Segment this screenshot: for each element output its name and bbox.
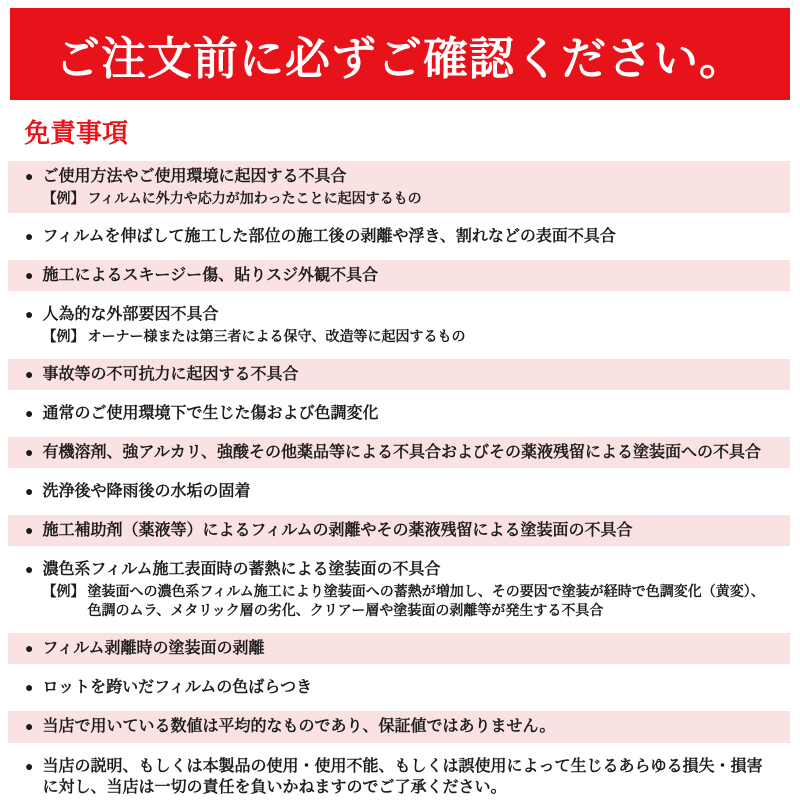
list-item-content — [42, 559, 774, 620]
bullet-icon: ● — [25, 444, 34, 461]
list-item-content — [42, 304, 774, 346]
list-item-text: 人為的な外部要因不具合 — [42, 305, 219, 323]
list-item-text: フィルム剥離時の塗装面の剥離 — [42, 640, 265, 658]
attention-banner — [10, 8, 790, 100]
list-item-text: 当店で用いている数値は平均的なものであり、保証値ではありません。 — [42, 718, 556, 736]
disclaimer-list-item — [8, 437, 790, 468]
bullet-icon: ● — [25, 483, 34, 500]
list-item-text: 事故等の不可抗力に起因する不具合 — [42, 365, 299, 383]
attention-banner-text: ご注文前に必ずご確認ください。 — [54, 32, 745, 84]
list-item-text: 当店の説明、もしくは本製品の使用・使用不能、もしくは誤使用によって生じるあらゆる損失・損害に対し、当店は一切の責任を負いかねますのでご了承ください。 — [42, 757, 763, 796]
bullet-icon: ● — [25, 718, 34, 735]
disclaimer-list — [8, 161, 790, 800]
list-item-content — [42, 226, 774, 247]
disclaimer-list-item — [8, 515, 790, 546]
bullet-icon: ● — [25, 404, 34, 421]
disclaimer-list-item — [8, 398, 790, 429]
example-text: 塗装面への濃色系フィルム施工により塗装面への蓄熱が増加し、その要因で塗装が経時で色調変化（黄変）、色調のムラ、メタリック層の劣化、クリアー層や塗装面の剥離等が発生する不具合 — [87, 583, 765, 619]
list-item-text: フィルムを伸ばして施工した部位の施工後の剥離や浮き、割れなどの表面不具合 — [42, 227, 616, 245]
list-item-text: 洗浄後や降雨後の水垢の固着 — [42, 483, 251, 501]
bullet-icon: ● — [25, 365, 34, 382]
list-item-content — [42, 265, 774, 286]
disclaimer-list-item — [8, 221, 790, 252]
disclaimer-list-item — [8, 633, 790, 664]
bullet-icon: ● — [25, 167, 34, 184]
bullet-icon: ● — [25, 561, 34, 578]
bullet-icon: ● — [25, 757, 34, 774]
list-item-text: ロットを跨いだフィルムの色ばらつき — [42, 679, 313, 697]
disclaimer-list-item — [8, 751, 790, 800]
disclaimer-list-item — [8, 161, 790, 213]
bullet-icon: ● — [25, 227, 34, 244]
list-item-text: 施工補助剤（薬液等）によるフィルムの剥離やその薬液残留による塗装面の不具合 — [42, 522, 633, 540]
disclaimer-list-item — [8, 359, 790, 390]
disclaimer-list-item — [8, 554, 790, 625]
disclaimer-list-item — [8, 476, 790, 507]
list-item-content — [42, 481, 774, 502]
disclaimer-list-item — [8, 260, 790, 291]
list-item-text: 通常のご使用環境下で生じた傷および色調変化 — [42, 404, 379, 422]
example-text: オーナー様または第三者による保守、改造等に起因するもの — [87, 327, 466, 344]
list-item-text: 施工によるスキージー傷、貼りスジ外観不具合 — [42, 266, 379, 284]
list-item-text: 濃色系フィルム施工表面時の蓄熱による塗装面の不具合 — [42, 561, 441, 579]
example-text: フィルムに外力や応力が加わったことに起因するもの — [87, 189, 422, 206]
list-item-content — [42, 442, 774, 463]
disclaimer-list-item — [8, 711, 790, 742]
bullet-icon: ● — [25, 522, 34, 539]
list-item-content — [42, 520, 774, 541]
bullet-icon: ● — [25, 266, 34, 283]
list-item-content — [42, 403, 774, 424]
disclaimer-list-item — [8, 299, 790, 351]
list-item-content — [42, 677, 774, 698]
list-item-content — [42, 638, 774, 659]
list-item-content — [42, 364, 774, 385]
list-item-example — [42, 582, 774, 620]
disclaimer-section-heading: 免責事項 — [24, 118, 129, 148]
list-item-example — [42, 327, 774, 346]
list-item-text: ご使用方法やご使用環境に起因する不具合 — [42, 167, 347, 185]
bullet-icon: ● — [25, 679, 34, 696]
list-item-example — [42, 189, 774, 208]
bullet-icon: ● — [25, 305, 34, 322]
list-item-content — [42, 166, 774, 208]
list-item-content — [42, 716, 774, 737]
example-label: 【例】 — [42, 327, 85, 344]
example-label: 【例】 — [42, 189, 85, 206]
list-item-text: 有機溶剤、強アルカリ、強酸その他薬品等による不具合およびその薬液残留による塗装面への不具合 — [42, 444, 762, 462]
example-label: 【例】 — [42, 583, 85, 600]
list-item-content — [42, 756, 774, 798]
disclaimer-list-item — [8, 672, 790, 703]
bullet-icon: ● — [25, 640, 34, 657]
